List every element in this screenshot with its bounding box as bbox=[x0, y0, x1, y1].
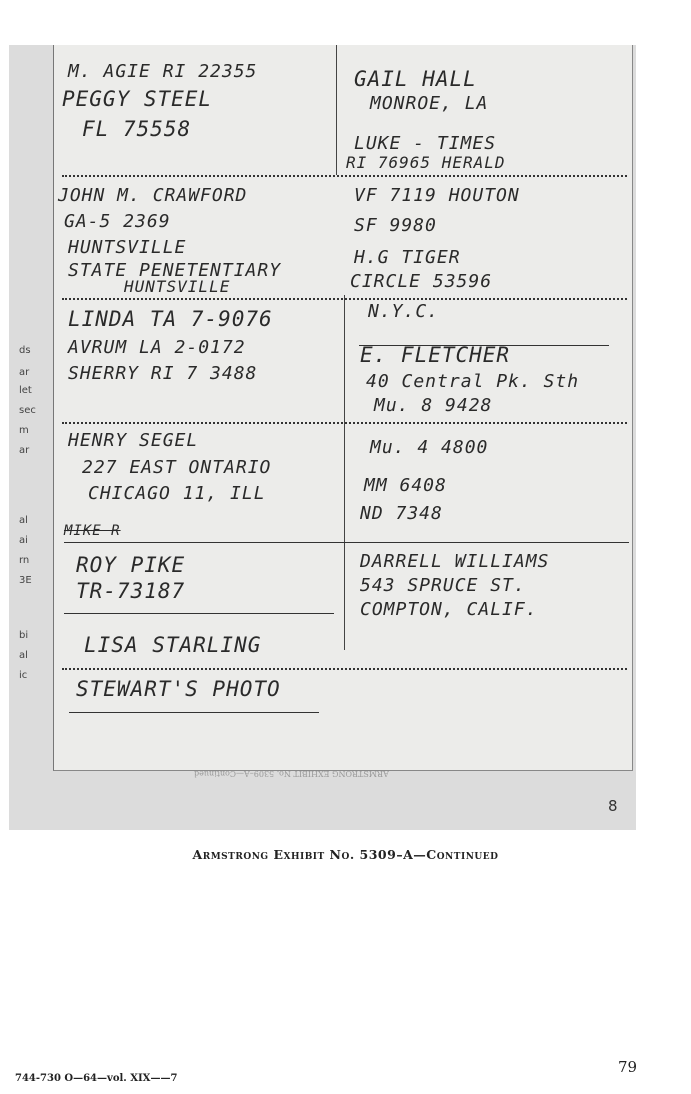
entry-right: MM 6408 bbox=[364, 475, 447, 496]
margin-fragment: ds bbox=[19, 345, 31, 356]
entry-left: CHICAGO 11, ILL bbox=[88, 483, 266, 504]
print-code: 744-730 O—64—vol. XIX——7 bbox=[15, 1073, 178, 1084]
entry-left: ROY PIKE bbox=[76, 553, 186, 577]
entry-right: VF 7119 HOUTON bbox=[354, 185, 520, 206]
entry-left: JOHN M. CRAWFORD bbox=[58, 185, 248, 206]
entry-right: 543 SPRUCE ST. bbox=[360, 575, 526, 596]
address-card bbox=[53, 45, 633, 771]
entry-left: FL 75558 bbox=[82, 117, 192, 141]
entry-right: 40 Central Pk. Sth bbox=[366, 371, 580, 392]
entry-right: Mu. 8 9428 bbox=[374, 395, 493, 416]
margin-fragment: al bbox=[19, 515, 28, 526]
entry-right: RI 76965 HERALD bbox=[346, 153, 506, 172]
row-separator bbox=[62, 422, 627, 424]
entry-right: Mu. 4 4800 bbox=[370, 437, 489, 458]
entry-left: 227 EAST ONTARIO bbox=[82, 457, 272, 478]
row-separator bbox=[62, 298, 627, 300]
column-divider bbox=[336, 45, 337, 175]
margin-fragment: ic bbox=[19, 670, 28, 681]
entry-left: HUNTSVILLE bbox=[68, 237, 187, 258]
margin-fragment: let bbox=[19, 385, 32, 396]
entry-right: MONROE, LA bbox=[370, 93, 489, 114]
entry-right: DARRELL WILLIAMS bbox=[360, 551, 550, 572]
entry-right: CIRCLE 53596 bbox=[350, 271, 493, 292]
margin-fragment: ai bbox=[19, 535, 28, 546]
row-separator bbox=[62, 175, 627, 177]
entry-right: E. FLETCHER bbox=[360, 343, 511, 367]
entry-left: GA-5 2369 bbox=[64, 211, 171, 232]
entry-left: HENRY SEGEL bbox=[68, 430, 199, 451]
entry-right: COMPTON, CALIF. bbox=[360, 599, 538, 620]
entry-right: H.G TIGER bbox=[354, 247, 461, 268]
entry-right: ND 7348 bbox=[360, 503, 443, 524]
entry-left: AVRUM LA 2-0172 bbox=[68, 337, 246, 358]
entry-left: TR-73187 bbox=[76, 579, 186, 603]
margin-fragment: ar bbox=[19, 367, 30, 378]
exhibit-caption: Armstrong Exhibit No. 5309–A—Continued bbox=[192, 847, 499, 862]
entry-left: HUNTSVILLE bbox=[124, 277, 231, 296]
margin-fragment: ar bbox=[19, 445, 30, 456]
page-number: 79 bbox=[618, 1058, 638, 1076]
margin-fragment: rn bbox=[19, 555, 30, 566]
entry-left: LISA STARLING bbox=[84, 633, 262, 657]
exhibit-photo bbox=[9, 45, 636, 830]
margin-fragment: al bbox=[19, 650, 28, 661]
bleed-through-text: ARMSTRONG EXHIBIT No. 5309–A—Continued bbox=[194, 769, 389, 778]
entry-left: STATE PENETENTIARY bbox=[68, 260, 282, 281]
row-separator bbox=[69, 712, 319, 713]
entry-left: LINDA TA 7-9076 bbox=[68, 307, 273, 331]
entry-left: PEGGY STEEL bbox=[62, 87, 213, 111]
margin-fragment: bi bbox=[19, 630, 29, 641]
entry-left: MIKE R bbox=[64, 523, 121, 539]
margin-fragment: m bbox=[19, 425, 29, 436]
entry-left: M. AGIE RI 22355 bbox=[68, 61, 258, 82]
margin-fragment: sec bbox=[19, 405, 36, 416]
row-separator bbox=[62, 668, 627, 670]
entry-right: LUKE - TIMES bbox=[354, 133, 497, 154]
entry-right: GAIL HALL bbox=[354, 67, 477, 91]
entry-right: N.Y.C. bbox=[368, 301, 440, 322]
entry-left: STEWART'S PHOTO bbox=[76, 677, 281, 701]
row-separator bbox=[64, 613, 334, 614]
column-divider bbox=[344, 295, 345, 650]
margin-fragment: 3E bbox=[19, 575, 32, 586]
row-separator bbox=[64, 542, 629, 543]
photo-page-number: 8 bbox=[608, 797, 618, 815]
entry-left: SHERRY RI 7 3488 bbox=[68, 363, 258, 384]
entry-right: SF 9980 bbox=[354, 215, 437, 236]
